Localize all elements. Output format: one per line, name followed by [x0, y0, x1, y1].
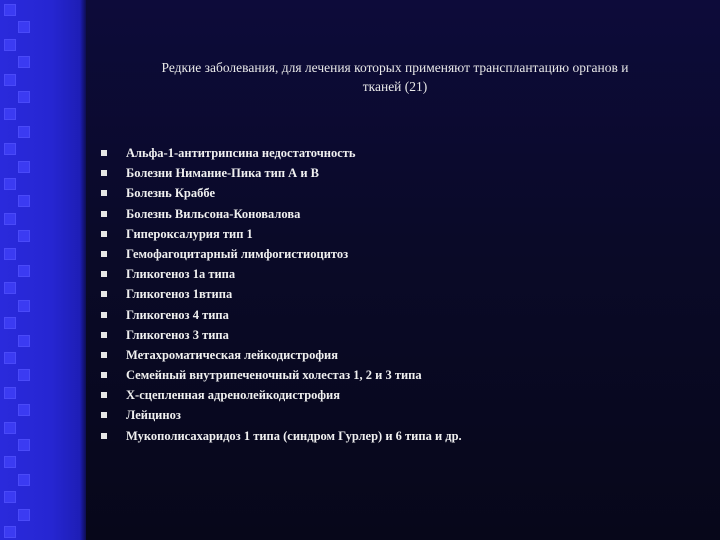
decorative-square	[4, 248, 16, 260]
decorative-square	[18, 335, 30, 347]
decorative-square	[18, 161, 30, 173]
list-item: Гликогеноз 3 типа	[98, 325, 698, 345]
square-bullet-icon	[101, 150, 107, 156]
list-item: Гемофагоцитарный лимфогистиоцитоз	[98, 244, 698, 264]
decorative-square	[4, 352, 16, 364]
square-bullet-icon	[101, 271, 107, 277]
list-item: Альфа-1-антитрипсина недостаточность	[98, 143, 698, 163]
square-bullet-icon	[101, 251, 107, 257]
decorative-square	[4, 317, 16, 329]
slide-title	[110, 58, 680, 96]
list-item: Мукополисахаридоз 1 типа (синдром Гурлер) и 6 типа и др.	[98, 426, 698, 446]
decorative-square	[18, 300, 30, 312]
decorative-square	[18, 369, 30, 381]
decorative-square	[4, 108, 16, 120]
list-item: Семейный внутрипеченочный холестаз 1, 2 и 3 типа	[98, 365, 698, 385]
decorative-square	[18, 56, 30, 68]
decorative-left-band	[0, 0, 86, 540]
title-line-1: Редкие заболевания, для лечения которых применяют трансплантацию органов и	[161, 60, 629, 75]
decorative-square	[18, 91, 30, 103]
square-bullet-icon	[101, 332, 107, 338]
square-bullet-icon	[101, 170, 107, 176]
decorative-square	[4, 74, 16, 86]
square-bullet-icon	[101, 312, 107, 318]
decorative-square	[4, 4, 16, 16]
decorative-square	[18, 21, 30, 33]
decorative-square	[4, 282, 16, 294]
decorative-square	[4, 422, 16, 434]
square-bullet-icon	[101, 433, 107, 439]
square-bullet-icon	[101, 412, 107, 418]
square-bullet-icon	[101, 392, 107, 398]
decorative-square	[18, 509, 30, 521]
decorative-square	[4, 178, 16, 190]
decorative-square	[18, 439, 30, 451]
list-item: Х-сцепленная адренолейкодистрофия	[98, 385, 698, 405]
decorative-square	[4, 491, 16, 503]
square-bullet-icon	[101, 231, 107, 237]
decorative-square	[18, 126, 30, 138]
decorative-square	[4, 526, 16, 538]
square-bullet-icon	[101, 291, 107, 297]
decorative-square	[4, 39, 16, 51]
square-bullet-icon	[101, 372, 107, 378]
list-item: Метахроматическая лейкодистрофия	[98, 345, 698, 365]
square-bullet-icon	[101, 211, 107, 217]
decorative-square	[18, 265, 30, 277]
title-line-2: тканей (21)	[362, 79, 428, 94]
list-item: Гликогеноз 1втипа	[98, 284, 698, 304]
list-item: Болезнь Вильсона-Коновалова	[98, 204, 698, 224]
square-bullet-icon	[101, 352, 107, 358]
decorative-square	[4, 387, 16, 399]
list-item: Болезнь Краббе	[98, 183, 698, 203]
list-item: Гипероксалурия тип 1	[98, 224, 698, 244]
decorative-square	[18, 474, 30, 486]
decorative-square	[18, 195, 30, 207]
decorative-square	[18, 404, 30, 416]
decorative-square	[4, 213, 16, 225]
square-bullet-icon	[101, 190, 107, 196]
disease-list	[98, 143, 698, 446]
decorative-square	[4, 143, 16, 155]
list-item: Гликогеноз 4 типа	[98, 305, 698, 325]
list-item: Лейциноз	[98, 405, 698, 425]
decorative-square	[18, 230, 30, 242]
list-item: Гликогеноз 1а типа	[98, 264, 698, 284]
decorative-squares	[4, 0, 44, 540]
list-item: Болезни Нимание-Пика тип А и В	[98, 163, 698, 183]
decorative-square	[4, 456, 16, 468]
